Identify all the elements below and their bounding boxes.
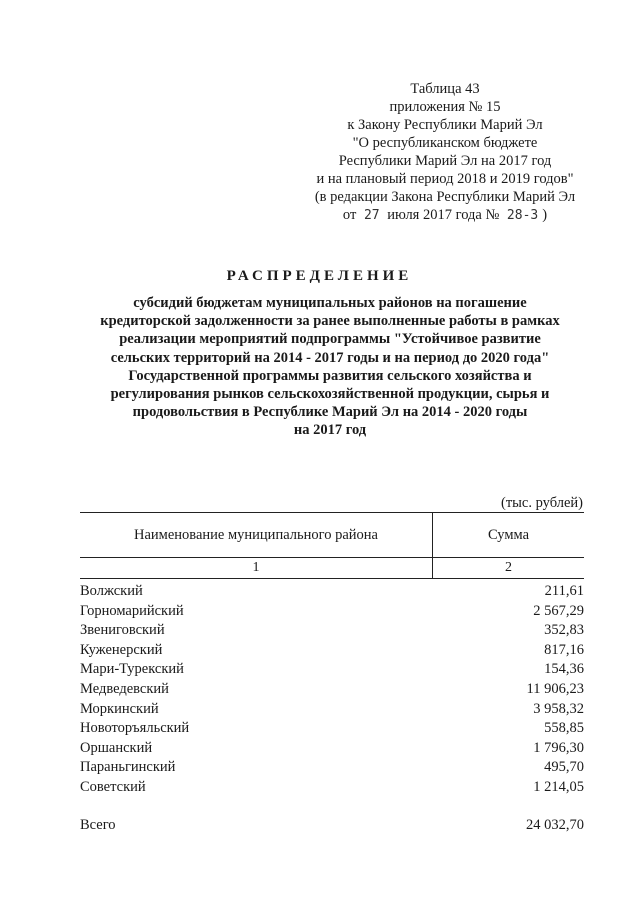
header-line: Таблица 43: [410, 81, 480, 97]
subtitle-line: на 2017 год: [293, 422, 367, 439]
district-name: Новоторъяльский: [80, 720, 190, 737]
column-header-name: Наименование муниципального района: [80, 513, 433, 557]
district-name: Волжский: [80, 583, 143, 599]
district-amount: 154,36: [544, 661, 584, 678]
date-prefix: от: [342, 207, 357, 223]
subtitle-line: Государственной программы развития сельского хозяйства и: [128, 367, 532, 384]
district-name: Оршанский: [80, 739, 153, 756]
column-number-1: 1: [80, 558, 433, 578]
table-header-row: [80, 513, 584, 558]
district-name: Медведевский: [80, 680, 169, 697]
units-label: (тыс. рублей): [501, 495, 583, 511]
date-day: 27: [363, 208, 380, 223]
table-row: [80, 660, 584, 680]
column-header-amount: Сумма: [487, 527, 530, 543]
header-line: приложения № 15: [389, 99, 501, 115]
district-name: Звениговский: [80, 622, 165, 639]
district-name: Горномарийский: [80, 602, 184, 619]
header-line: "О республиканском бюджете: [352, 135, 538, 151]
document-title: РАСПРЕДЕЛЕНИЕ: [226, 268, 413, 284]
table-body: [80, 582, 584, 798]
district-amount: 495,70: [544, 759, 584, 776]
district-name: Параньгинский: [80, 759, 176, 776]
district-amount: 3 958,32: [533, 700, 584, 717]
district-amount: 2 567,29: [533, 602, 584, 619]
table-row: [80, 680, 584, 700]
subtitle-line: кредиторской задолженности за ранее выполненные работы в рамках: [100, 313, 560, 330]
header-date-line: [280, 206, 610, 225]
table-row: [80, 602, 584, 622]
total-label: Всего: [80, 817, 116, 833]
table-row: [80, 739, 584, 759]
district-amount: 558,85: [544, 720, 584, 737]
table-row: [80, 758, 584, 778]
subtitle-line: продовольствия в Республике Марий Эл на 2014 - 2020 годы: [132, 404, 528, 421]
district-amount: 817,16: [544, 641, 584, 658]
table-total-row: [80, 817, 584, 834]
subtitle-line: реализации мероприятий подпрограммы "Устойчивое развитие: [119, 331, 541, 348]
district-name: Советский: [80, 778, 146, 795]
table-row: [80, 719, 584, 739]
table-header: [80, 512, 584, 579]
date-middle: июля 2017 года №: [387, 207, 500, 223]
header-line: к Закону Республики Марий Эл: [347, 117, 543, 133]
district-amount: 1 214,05: [533, 778, 584, 795]
column-number-2: 2: [505, 560, 512, 575]
table-row: [80, 621, 584, 641]
law-number: 28-З: [506, 208, 539, 223]
header-line: Республики Марий Эл на 2017 год: [338, 153, 552, 169]
table-row: [80, 582, 584, 602]
subtitle-line: сельских территорий на 2014 - 2017 годы и на период до 2020 года": [110, 349, 550, 366]
subtitle-line: регулирования рынков сельскохозяйственной продукции, сырья и: [110, 386, 550, 403]
total-amount: 24 032,70: [526, 817, 584, 833]
table-row: [80, 700, 584, 720]
district-amount: 211,61: [544, 583, 584, 599]
document-header: [280, 80, 610, 225]
district-amount: 352,83: [544, 622, 584, 639]
district-name: Мари-Турекский: [80, 661, 184, 678]
table-row: [80, 641, 584, 661]
document-subtitle: [70, 294, 590, 440]
district-name: Моркинский: [80, 700, 159, 717]
date-suffix: ): [542, 207, 548, 223]
header-line: (в редакции Закона Республики Марий Эл: [314, 189, 576, 205]
district-amount: 11 906,23: [526, 680, 584, 697]
table-row: [80, 778, 584, 798]
header-line: и на плановый период 2018 и 2019 годов": [316, 171, 574, 187]
district-amount: 1 796,30: [533, 739, 584, 756]
table-column-numbers-row: [80, 558, 584, 578]
subtitle-line: субсидий бюджетам муниципальных районов на погашение: [133, 295, 527, 311]
district-name: Куженерский: [80, 641, 163, 658]
